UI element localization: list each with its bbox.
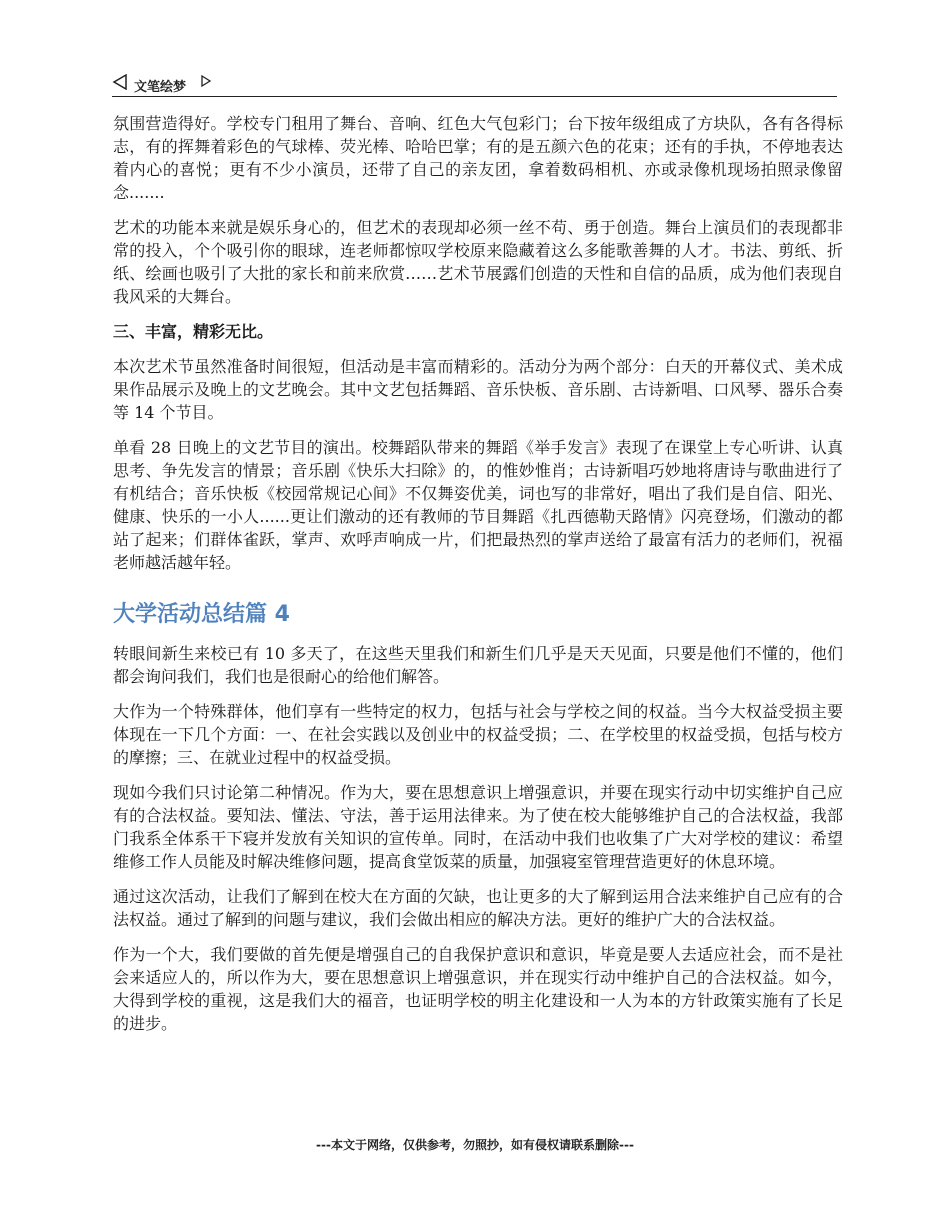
paragraph: 大作为一个特殊群体，他们享有一些特定的权力，包括与社会与学校之间的权益。当今大权益受损主要体现在一下几个方面：一、在社会实践以及创业中的权益受损；二、在学校里的权益受损，包括与校方的摩擦；三、在就业过程中的权益受损。 <box>113 702 843 767</box>
paragraph: 氛围营造得好。学校专门租用了舞台、音响、红色大气包彩门；台下按年级组成了方块队，各有各得标志，有的挥舞着彩色的气球棒、荧光棒、哈哈巴掌；有的是五颜六色的花束；还有的手执，不停地表达着内心的喜悦；更有不少小演员，还带了自己的亲友团，拿着数码相机、亦或录像机现场拍照录像留念....... <box>113 114 843 202</box>
page-footer: ---本文于网络，仅供参考，勿照抄，如有侵权请联系删除--- <box>316 1138 634 1152</box>
article-title: 大学活动总结篇 4 <box>113 602 290 627</box>
header-brand: 文笔绘梦 <box>134 80 187 95</box>
paragraph: 通过这次活动，让我们了解到在校大在方面的欠缺，也让更多的大了解到运用合法来维护自己应有的合法权益。通过了解到的问题与建议，我们会做出相应的解决方法。更好的维护广大的合法权益。 <box>113 887 843 929</box>
triangle-left-icon <box>112 74 128 90</box>
paragraph: 作为一个大，我们要做的首先便是增强自己的自我保护意识和意识，毕竟是要人去适应社会，而不是社会来适应人的，所以作为大，要在思想意识上增强意识，并在现实行动中维护自己的合法权益。如今，大得到学校的重视，这是我们大的福音，也证明学校的明主化建设和一人为本的方针政策实施有了长足的进步。 <box>113 945 843 1033</box>
paragraph: 单看 28 日晚上的文艺节目的演出。校舞蹈队带来的舞蹈《举手发言》表现了在课堂上专心听讲、认真思考、争先发言的情景；音乐剧《快乐大扫除》的，的惟妙惟肖；古诗新唱巧妙地将唐诗与歌曲进行了有机结合；音乐快板《校园常规记心间》不仅舞姿优美，词也写的非常好，唱出了我们是自信、阳光、健康、快乐的一小人......更让们激动的还有教师的节目舞蹈《扎西德勒天路情》闪亮登场，们激动的都站了起来；们群体雀跃，掌声、欢呼声响成一片，们把最热烈的掌声送给了最富有活力的老师们，祝福老师越活越年轻。 <box>113 438 843 572</box>
section-heading: 三、丰富，精彩无比。 <box>113 322 274 341</box>
paragraph: 本次艺术节虽然准备时间很短，但活动是丰富而精彩的。活动分为两个部分：白天的开幕仪式、美术成果作品展示及晚上的文艺晚会。其中文艺包括舞蹈、音乐快板、音乐剧、古诗新唱、口风琴、器乐合奏等 14 个节目。 <box>113 357 843 422</box>
paragraph: 现如今我们只讨论第二种情况。作为大，要在思想意识上增强意识，并要在现实行动中切实维护自己应有的合法权益。要知法、懂法、守法，善于运用法律来。为了使在校大能够维护自己的合法权益，我部门我系全体系干下寝并发放有关知识的宣传单。同时，在活动中我们也收集了广大对学校的建议：希望维修工作人员能及时解决维修问题，提高食堂饭菜的质量，加强寝室管理营造更好的休息环境。 <box>113 783 843 871</box>
page-header <box>112 72 837 97</box>
paragraph: 艺术的功能本来就是娱乐身心的，但艺术的表现却必须一丝不苟、勇于创造。舞台上演员们的表现都非常的投入，个个吸引你的眼球，连老师都惊叹学校原来隐藏着这么多能歌善舞的人才。书法、剪纸、折纸、绘画也吸引了大批的家长和前来欣赏……艺术节展露们创造的天性和自信的品质，成为他们表现自我风采的大舞台。 <box>113 218 843 306</box>
document-body <box>113 112 843 1047</box>
triangle-right-icon <box>200 74 212 88</box>
paragraph: 转眼间新生来校已有 10 多天了，在这些天里我们和新生们几乎是天天见面，只要是他们不懂的，他们都会询问我们，我们也是很耐心的给他们解答。 <box>113 644 843 686</box>
